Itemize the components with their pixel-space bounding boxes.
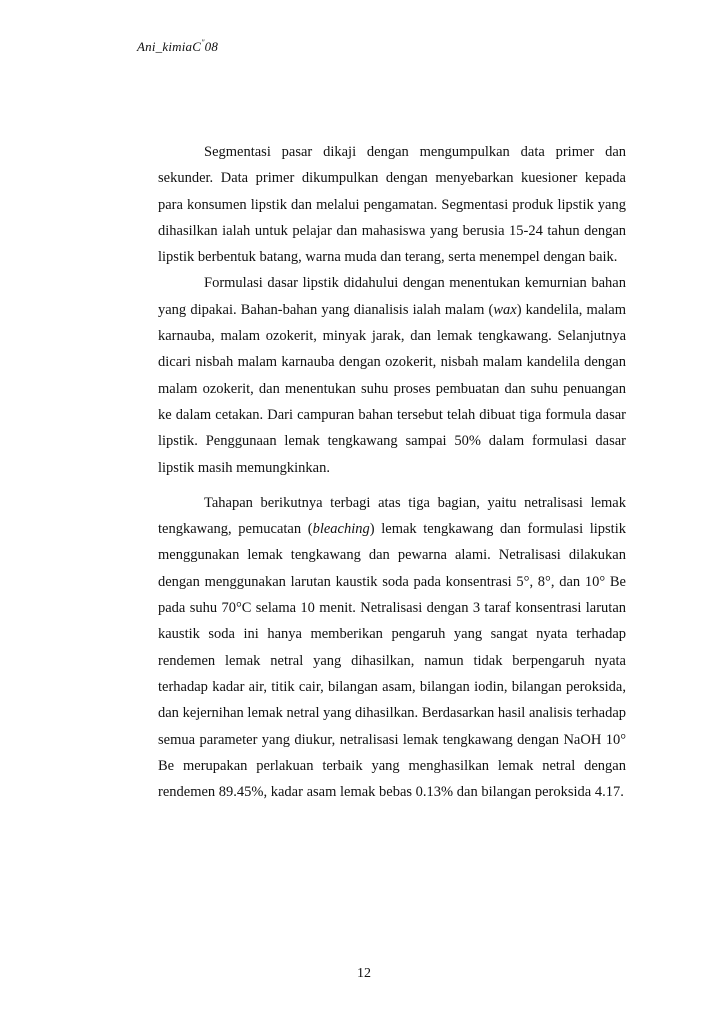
paragraph-tahapan [158, 490, 626, 806]
header-suffix: 08 [204, 39, 219, 54]
paragraph-formulasi-text-1: Formulasi dasar lipstik didahului dengan menentukan kemurnian bahan yang dipakai. Bahan-bahan yang dianalisis ialah malam ( [158, 275, 626, 318]
body-text [158, 139, 626, 805]
paragraph-tahapan-text-2: ) lemak tengkawang dan formulasi lipstik menggunakan lemak tengkawang dan pewarna alami. Netralisasi dilakukan dengan menggunakan larutan kaustik soda pada konsentrasi 5°, 8°, dan 10° Be pada suhu 70°C selama 10 menit. Netralisasi dengan 3 taraf konsentrasi larutan kaustik soda ini hanya memberikan pengaruh yang sangat nyata terhadap rendemen lemak netral yang dihasilkan, namun tidak berpengaruh nyata terhadap kadar air, titik cair, bilangan asam, bilangan iodin, bilangan peroksida, dan kejernihan lemak netral yang dihasilkan. Berdasarkan hasil analisis terhadap semua parameter yang diukur, netralisasi lemak tengkawang dengan NaOH 10° Be merupakan perlakuan terbaik yang menghasilkan lemak netral dengan rendemen 89.45%, kadar asam lemak bebas 0.13% dan bilangan peroksida 4.17. [158, 521, 626, 801]
paragraph-tahapan-text-1: Tahapan berikutnya terbagi atas tiga bagian, yaitu netralisasi lemak tengkawang, pemucatan ( [158, 494, 626, 538]
paragraph-formulasi-text-2: ) kandelila, malam karnauba, malam ozokerit, minyak jarak, dan lemak tengkawang. Selanjutnya dicari nisbah malam karnauba dengan ozokerit, nisbah malam kandelila dengan malam ozokerit, dan menentukan suhu proses pembuatan dan suhu penuangan ke dalam cetakan. Dari campuran bahan tersebut telah dibuat tiga formula dasar lipstik. Penggunaan lemak tengkawang sampai 50% dalam formulasi dasar lipstik masih memungkinkan. [158, 301, 627, 476]
header-superscript: " [201, 38, 205, 47]
paragraph-segmentasi: Segmentasi pasar dikaji dengan mengumpulkan data primer dan sekunder. Data primer dikumpulkan dengan menyebarkan kuesioner kepada para konsumen lipstik dan melalui pengamatan. Segmentasi produk lipstik yang dihasilkan ialah untuk pelajar dan mahasiswa yang berusia 15-24 tahun dengan lipstik berbentuk batang, warna muda dan terang, serta menempel dengan baik. [158, 144, 626, 266]
paragraph-tahapan-italic: bleaching [312, 521, 370, 538]
paragraph-formulasi-italic: wax [493, 301, 517, 318]
header-text: Ani_kimiaC [137, 39, 202, 54]
paragraph-formulasi [158, 270, 626, 480]
page-number: 12 [357, 966, 371, 981]
page-header [137, 38, 218, 55]
